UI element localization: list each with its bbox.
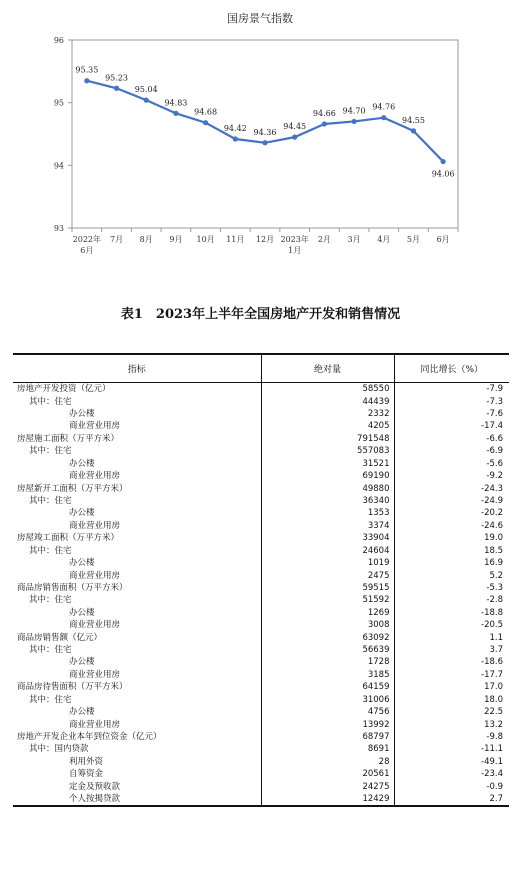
indicator-cell: 商品房销售面积（万平方米） [17, 582, 128, 593]
header-absolute: 绝对量 [261, 354, 394, 383]
indicator-cell: 商品房待售面积（万平方米） [17, 682, 128, 693]
table-row [13, 470, 509, 482]
table-row [13, 718, 509, 730]
data-point [441, 159, 446, 164]
indicator-cell: 房地产开发企业本年到位资金（亿元） [17, 732, 162, 743]
table-row [13, 495, 509, 507]
table-row [13, 768, 509, 780]
x-tick-label: 2022年 6月 [72, 235, 102, 255]
indicator-cell: 其中：住宅 [29, 446, 72, 457]
growth-cell: 19.0 [394, 532, 509, 544]
indicator-cell: 商业营业用房 [69, 620, 121, 631]
growth-cell: -6.9 [394, 445, 509, 457]
data-label: 94.70 [342, 106, 366, 116]
growth-cell: -20.5 [394, 619, 509, 631]
data-label: 95.35 [75, 65, 99, 75]
indicator-cell: 个人按揭贷款 [69, 794, 121, 805]
growth-cell: 16.9 [394, 557, 509, 569]
indicator-cell: 商业营业用房 [69, 669, 121, 680]
y-tick-label: 95 [53, 98, 64, 108]
absolute-value-cell: 20561 [261, 768, 394, 780]
y-tick-label: 96 [53, 36, 64, 45]
indicator-cell: 其中：住宅 [29, 694, 72, 705]
growth-cell: -18.8 [394, 607, 509, 619]
data-point [292, 135, 297, 140]
absolute-value-cell: 36340 [261, 495, 394, 507]
absolute-value-cell: 69190 [261, 470, 394, 482]
indicator-cell: 其中：住宅 [29, 645, 72, 656]
x-tick-label: 9月 [169, 235, 183, 244]
table-row [13, 669, 509, 681]
table-row [13, 582, 509, 594]
growth-cell: 1.1 [394, 631, 509, 643]
data-point [381, 115, 386, 120]
x-tick-label: 10月 [196, 235, 215, 244]
data-label: 94.83 [164, 98, 188, 108]
absolute-value-cell: 56639 [261, 644, 394, 656]
indicator-cell: 办公楼 [69, 508, 95, 519]
table-row [13, 694, 509, 706]
table-row [13, 631, 509, 643]
data-label: 94.06 [431, 169, 455, 179]
table-row [13, 756, 509, 768]
table-row [13, 681, 509, 693]
absolute-value-cell: 24604 [261, 544, 394, 556]
data-label: 94.66 [312, 108, 336, 118]
y-tick-label: 94 [53, 161, 64, 171]
absolute-value-cell: 68797 [261, 731, 394, 743]
absolute-value-cell: 31006 [261, 694, 394, 706]
x-tick-label: 11月 [226, 235, 245, 244]
data-label: 94.68 [194, 107, 218, 117]
indicator-cell: 房屋新开工面积（万平方米） [17, 483, 128, 494]
absolute-value-cell: 2332 [261, 408, 394, 420]
growth-cell: 17.0 [394, 681, 509, 693]
growth-cell: -9.8 [394, 731, 509, 743]
absolute-value-cell: 64159 [261, 681, 394, 693]
absolute-value-cell: 12429 [261, 793, 394, 806]
data-label: 95.23 [105, 73, 128, 83]
data-point [262, 140, 267, 145]
absolute-value-cell: 4205 [261, 420, 394, 432]
growth-cell: -17.4 [394, 420, 509, 432]
growth-cell: -24.6 [394, 520, 509, 532]
growth-cell: -18.6 [394, 656, 509, 668]
growth-cell: -20.2 [394, 507, 509, 519]
absolute-value-cell: 3185 [261, 669, 394, 681]
data-point [173, 111, 178, 116]
growth-cell: 18.5 [394, 544, 509, 556]
data-label: 94.55 [402, 115, 425, 125]
absolute-value-cell: 13992 [261, 718, 394, 730]
data-label: 94.45 [283, 122, 307, 132]
table-row [13, 383, 509, 396]
growth-cell: -5.6 [394, 458, 509, 470]
data-point [144, 98, 149, 103]
absolute-value-cell: 51592 [261, 594, 394, 606]
indicator-cell: 商业营业用房 [69, 471, 121, 482]
x-tick-label: 2月 [317, 235, 331, 244]
index-chart [0, 0, 521, 275]
absolute-value-cell: 1353 [261, 507, 394, 519]
data-point [233, 136, 238, 141]
data-label: 94.42 [223, 124, 247, 134]
table-row [13, 656, 509, 668]
growth-cell: 5.2 [394, 569, 509, 581]
table-row [13, 395, 509, 407]
indicator-cell: 房屋施工面积（万平方米） [17, 433, 120, 444]
chart-title: 国房景气指数 [227, 12, 293, 25]
absolute-value-cell: 1019 [261, 557, 394, 569]
x-tick-label: 6月 [436, 235, 450, 244]
absolute-value-cell: 557083 [261, 445, 394, 457]
x-tick-label: 7月 [109, 235, 124, 244]
growth-cell: -24.3 [394, 482, 509, 494]
x-tick-label: 2023年 1月 [280, 235, 309, 255]
growth-cell: -23.4 [394, 768, 509, 780]
growth-cell: -7.6 [394, 408, 509, 420]
absolute-value-cell: 44439 [261, 395, 394, 407]
table-row [13, 532, 509, 544]
indicator-cell: 商业营业用房 [69, 719, 121, 730]
table-row [13, 607, 509, 619]
absolute-value-cell: 31521 [261, 458, 394, 470]
x-tick-label: 3月 [347, 235, 361, 244]
table-row [13, 445, 509, 457]
table-row [13, 433, 509, 445]
x-tick-label: 4月 [377, 235, 391, 244]
table-row [13, 731, 509, 743]
x-tick-label: 8月 [139, 235, 153, 244]
table-row [13, 644, 509, 656]
growth-cell: 22.5 [394, 706, 509, 718]
data-label: 94.76 [372, 102, 396, 112]
indicator-cell: 房屋竣工面积（万平方米） [17, 533, 120, 544]
indicator-cell: 办公楼 [69, 707, 95, 718]
data-table [13, 353, 509, 807]
data-point [203, 120, 208, 125]
table-row [13, 781, 509, 793]
absolute-value-cell: 4756 [261, 706, 394, 718]
absolute-value-cell: 24275 [261, 781, 394, 793]
absolute-value-cell: 2475 [261, 569, 394, 581]
table-row [13, 520, 509, 532]
header-indicator: 指标 [13, 354, 261, 383]
growth-cell: 3.7 [394, 644, 509, 656]
growth-cell: -11.1 [394, 743, 509, 755]
table-row [13, 458, 509, 470]
indicator-cell: 其中：住宅 [29, 595, 72, 606]
absolute-value-cell: 1269 [261, 607, 394, 619]
x-tick-label: 12月 [255, 235, 275, 244]
chart-canvas [0, 0, 521, 275]
absolute-value-cell: 28 [261, 756, 394, 768]
growth-cell: 2.7 [394, 793, 509, 806]
growth-cell: -0.9 [394, 781, 509, 793]
indicator-cell: 商业营业用房 [69, 570, 121, 581]
absolute-value-cell: 59515 [261, 582, 394, 594]
data-point [351, 119, 356, 124]
absolute-value-cell: 63092 [261, 631, 394, 643]
table-row [13, 482, 509, 494]
x-tick-label: 5月 [406, 235, 421, 244]
absolute-value-cell: 8691 [261, 743, 394, 755]
indicator-cell: 其中：住宅 [29, 496, 72, 506]
table-row [13, 420, 509, 432]
indicator-cell: 办公楼 [69, 458, 95, 469]
indicator-cell: 办公楼 [69, 607, 95, 618]
data-point [114, 86, 119, 91]
growth-cell: -9.2 [394, 470, 509, 482]
growth-cell: -7.9 [394, 383, 509, 396]
absolute-value-cell: 1728 [261, 656, 394, 668]
data-point [411, 128, 416, 133]
table-row [13, 569, 509, 581]
chart-series [75, 66, 454, 179]
data-label: 95.04 [134, 85, 158, 95]
table-title: 表1 2023年上半年全国房地产开发和销售情况 [120, 307, 401, 322]
table-row [13, 793, 509, 806]
table-header-row [13, 354, 509, 383]
indicator-cell: 其中：住宅 [29, 396, 72, 407]
table-row [13, 408, 509, 420]
growth-cell: -2.8 [394, 594, 509, 606]
data-point [322, 121, 327, 126]
indicator-cell: 办公楼 [69, 409, 95, 420]
absolute-value-cell: 3008 [261, 619, 394, 631]
indicator-cell: 自筹资金 [69, 769, 104, 780]
growth-cell: -17.7 [394, 669, 509, 681]
indicator-cell: 商业营业用房 [69, 421, 121, 432]
growth-cell: 18.0 [394, 694, 509, 706]
table-row [13, 594, 509, 606]
header-growth: 同比增长（%） [394, 354, 509, 383]
absolute-value-cell: 33904 [261, 532, 394, 544]
table-row [13, 619, 509, 631]
growth-cell: -7.3 [394, 395, 509, 407]
table-row [13, 544, 509, 556]
growth-cell: 13.2 [394, 718, 509, 730]
indicator-cell: 利用外资 [69, 756, 104, 767]
indicator-cell: 定金及预收款 [69, 781, 121, 792]
indicator-cell: 商品房销售额（亿元） [17, 632, 103, 643]
growth-cell: -6.6 [394, 433, 509, 445]
absolute-value-cell: 49880 [261, 482, 394, 494]
chart-axes [54, 36, 458, 255]
growth-cell: -5.3 [394, 582, 509, 594]
absolute-value-cell: 791548 [261, 433, 394, 445]
indicator-cell: 办公楼 [69, 657, 95, 668]
indicator-cell: 商业营业用房 [69, 520, 121, 531]
indicator-cell: 其中：住宅 [29, 545, 72, 556]
growth-cell: -49.1 [394, 756, 509, 768]
absolute-value-cell: 3374 [261, 520, 394, 532]
data-label: 94.36 [253, 127, 277, 137]
table-row [13, 557, 509, 569]
table-body [13, 383, 509, 807]
y-tick-label: 93 [53, 224, 64, 233]
table-row [13, 706, 509, 718]
growth-cell: -24.9 [394, 495, 509, 507]
indicator-cell: 房地产开发投资（亿元） [17, 384, 111, 395]
table-row [13, 507, 509, 519]
indicator-cell: 办公楼 [69, 558, 95, 569]
absolute-value-cell: 58550 [261, 383, 394, 396]
indicator-cell: 其中：国内贷款 [29, 744, 89, 755]
table-row [13, 743, 509, 755]
data-point [84, 78, 89, 83]
